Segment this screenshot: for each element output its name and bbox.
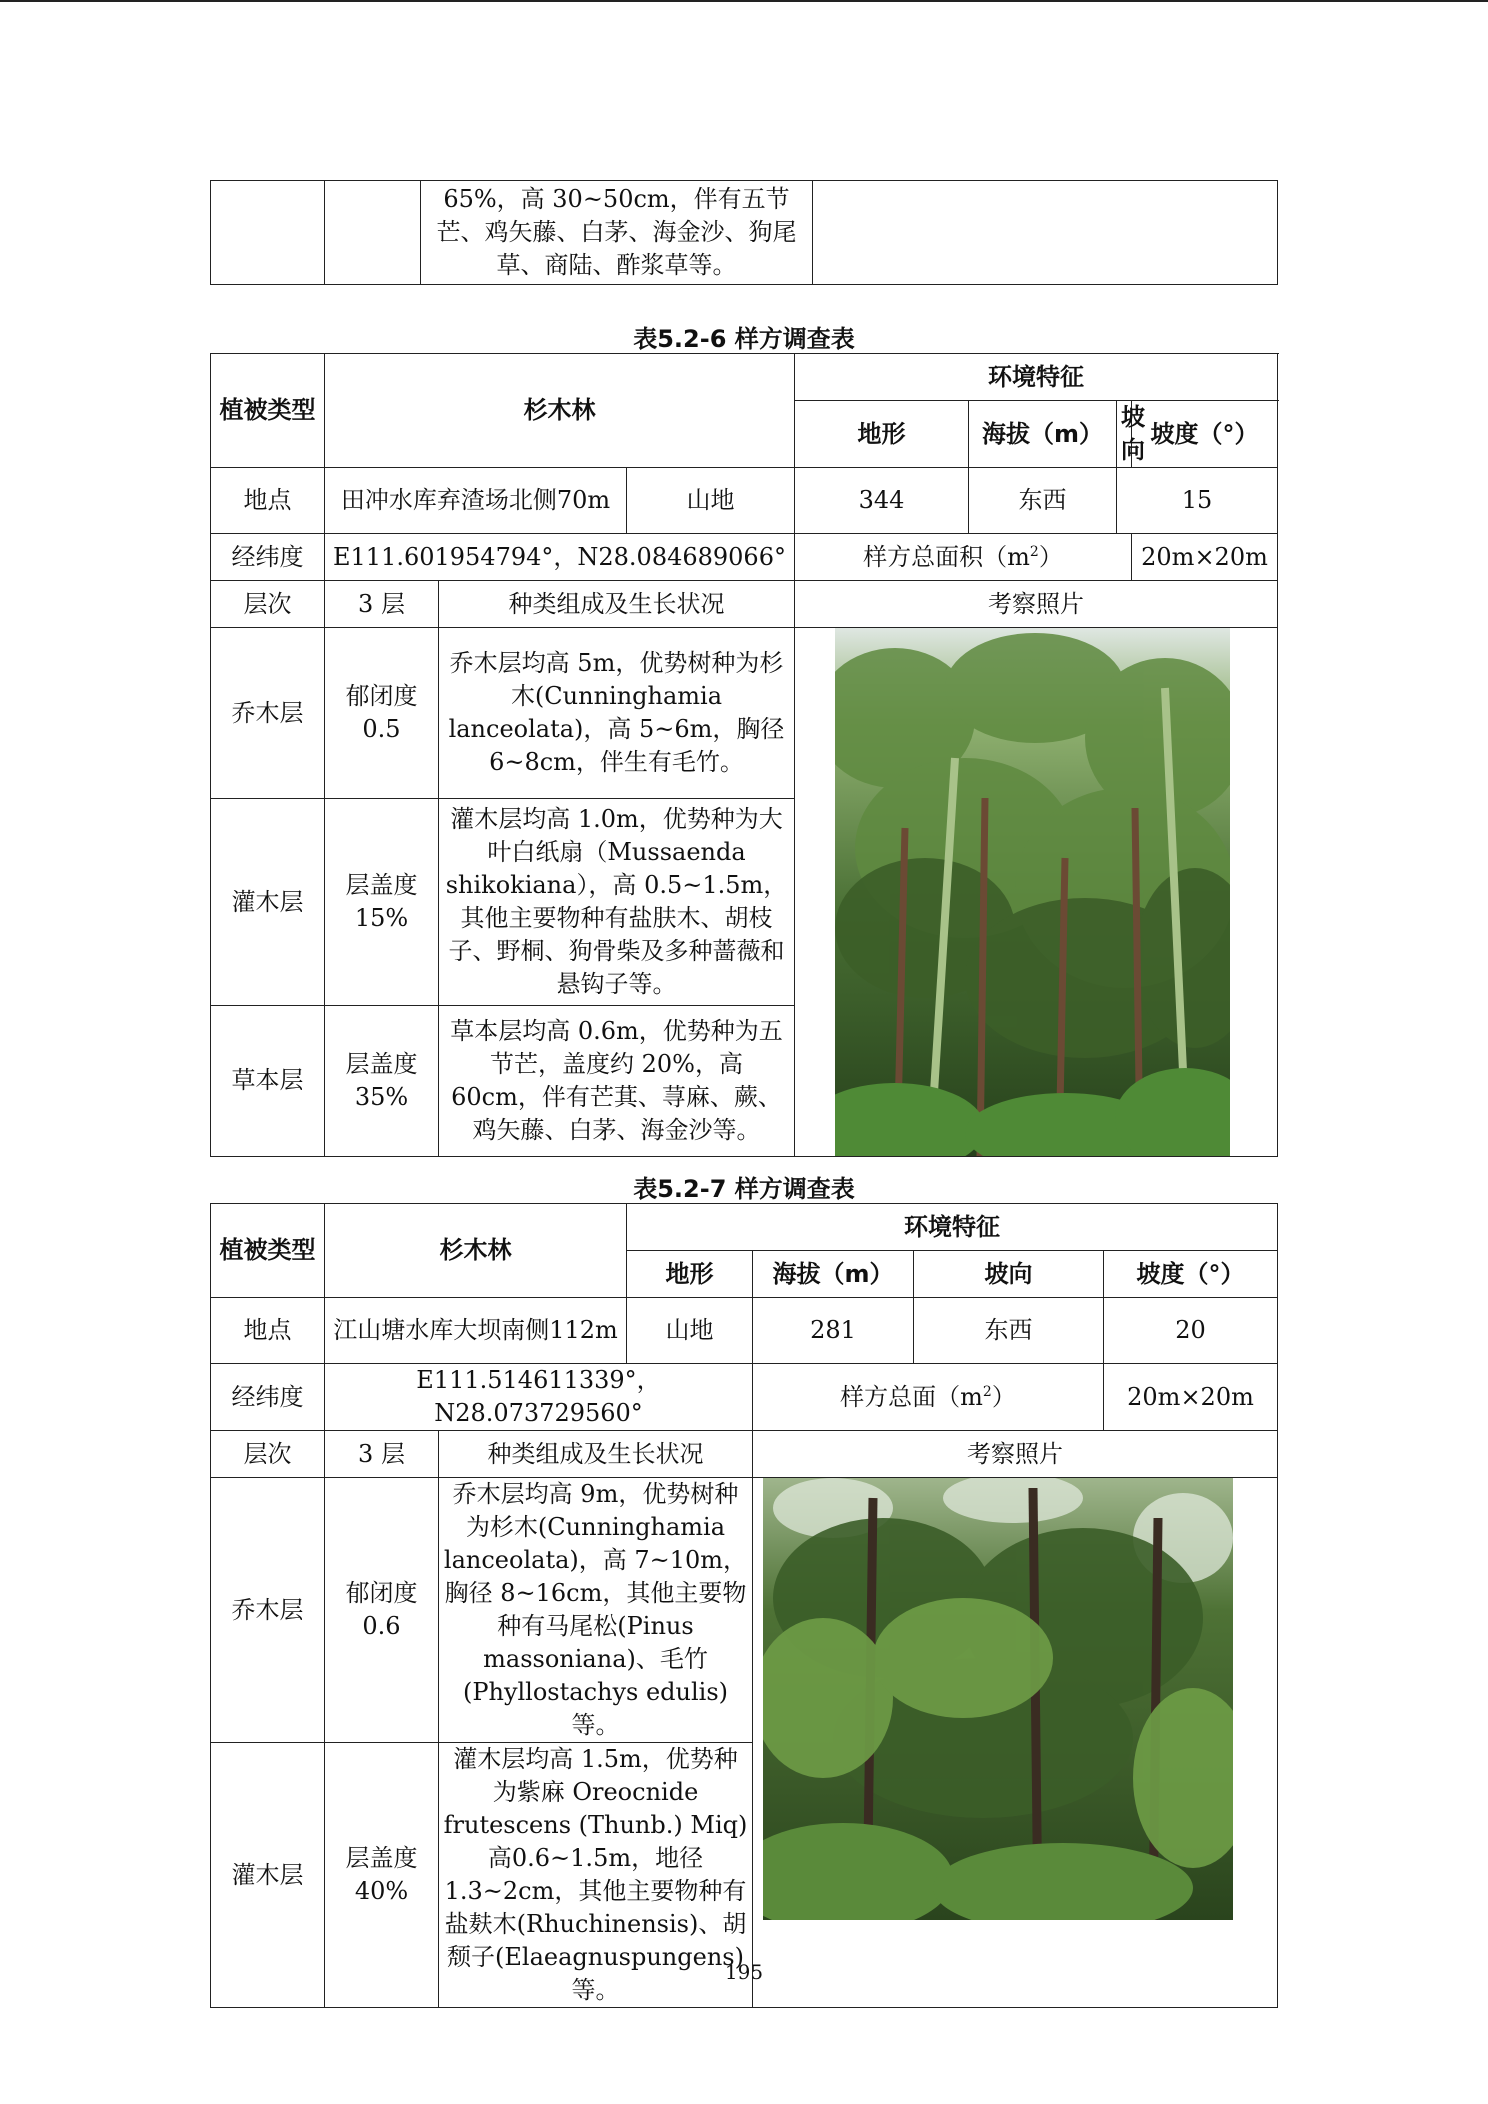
- layers-label: 层次: [211, 581, 325, 628]
- location-value: 田冲水库弃渣场北侧70m: [325, 468, 627, 534]
- veg-type-value: 杉木林: [325, 354, 795, 468]
- coord-label: 经纬度: [211, 534, 325, 581]
- survey-photo-cell: [795, 628, 1278, 1157]
- aspect-label: 坡向: [914, 1251, 1104, 1298]
- location-label: 地点: [211, 468, 325, 534]
- slope-label: 坡度（°）: [1132, 401, 1278, 468]
- layer-description: 乔木层均高 5m，优势树种为杉木(Cunninghamia lanceolata)，高 5~6m，胸径 6~8cm，伴生有毛竹。: [439, 628, 795, 799]
- altitude-label: 海拔（m）: [969, 401, 1117, 468]
- layer-description: 灌木层均高 1.0m，优势种为大叶白纸扇（Mussaenda shikokiana），高 0.5~1.5m，其他主要物种有盐肤木、胡枝子、野桐、狗骨柴及多种蔷薇和悬钩子等。: [439, 799, 795, 1005]
- layer-measure: 层盖度35%: [325, 1005, 439, 1156]
- altitude-value: 281: [753, 1298, 914, 1364]
- photo-label: 考察照片: [753, 1431, 1278, 1478]
- veg-type-value: 杉木林: [325, 1204, 627, 1298]
- layer-measure: 郁闭度0.6: [325, 1478, 439, 1743]
- area-label: 样方总面积$(m^2)$: [795, 534, 1132, 581]
- coord-value: E111.601954794°，N28.084689066°: [325, 534, 795, 581]
- sample-survey-table-7: [210, 1203, 1278, 2008]
- empty-cell: [325, 181, 421, 285]
- aspect-value: 东西: [969, 468, 1117, 534]
- sample-survey-table-6: [210, 353, 1278, 1157]
- layers-value: 3 层: [325, 581, 439, 628]
- slope-value: 15: [1117, 468, 1278, 534]
- composition-label: 种类组成及生长状况: [439, 581, 795, 628]
- aspect-value: 东西: [914, 1298, 1104, 1364]
- photo-label: 考察照片: [795, 581, 1278, 628]
- layer-name: 草本层: [211, 1005, 325, 1156]
- forest-photo-7: [763, 1478, 1233, 1920]
- terrain-label: 地形: [795, 401, 969, 468]
- slope-label: 坡度（°）: [1104, 1251, 1278, 1298]
- area-value: 20m×20m: [1132, 534, 1278, 581]
- veg-type-label: 植被类型: [211, 354, 325, 468]
- coord-label: 经纬度: [211, 1364, 325, 1431]
- layer-name: 乔木层: [211, 1478, 325, 1743]
- layer-name: 灌木层: [211, 799, 325, 1005]
- layer-description: 草本层均高 0.6m，优势种为五节芒，盖度约 20%，高 60cm，伴有芒萁、荨麻、蕨、鸡矢藤、白茅、海金沙等。: [439, 1005, 795, 1156]
- altitude-label: 海拔（m）: [753, 1251, 914, 1298]
- layers-value: 3 层: [325, 1431, 439, 1478]
- altitude-value: 344: [795, 468, 969, 534]
- location-value: 江山塘水库大坝南侧112m: [325, 1298, 627, 1364]
- area-label: 样方总面$(m^2)$: [753, 1364, 1104, 1431]
- env-features-label: 环境特征: [795, 354, 1278, 401]
- veg-type-label: 植被类型: [211, 1204, 325, 1298]
- survey-photo-cell: [753, 1478, 1278, 2008]
- table6-caption: 表5.2-6 样方调查表: [633, 325, 855, 353]
- location-label: 地点: [211, 1298, 325, 1364]
- aspect-label: 坡向: [1117, 401, 1132, 468]
- area-value: 20m×20m: [1104, 1364, 1278, 1431]
- env-features-label: 环境特征: [627, 1204, 1278, 1251]
- forest-photo-6: [835, 628, 1230, 1156]
- empty-cell: [813, 181, 1278, 285]
- terrain-value: 山地: [627, 468, 795, 534]
- layer-measure: 层盖度15%: [325, 799, 439, 1005]
- layer-description: 灌木层均高 1.5m，优势种为紫麻 Oreocnide frutescens (Thunb.) Miq)高0.6~1.5m，地径 1.3~2cm，其他主要物种有盐麸木(Rhuchinensis)、胡颓子(Elaeagnuspungens)等。: [439, 1743, 753, 2008]
- layer-name: 乔木层: [211, 628, 325, 799]
- composition-label: 种类组成及生长状况: [439, 1431, 753, 1478]
- terrain-value: 山地: [627, 1298, 753, 1364]
- continued-description: 65%，高 30~50cm，伴有五节芒、鸡矢藤、白茅、海金沙、狗尾草、商陆、酢浆草等。: [421, 181, 813, 285]
- continuation-table: [210, 180, 1278, 285]
- layer-name: 灌木层: [211, 1743, 325, 2008]
- layer-description: 乔木层均高 9m，优势树种为杉木(Cunninghamia lanceolata)，高 7~10m，胸径 8~16cm，其他主要物种有马尾松(Pinus massoniana)、毛竹(Phyllostachys edulis)等。: [439, 1478, 753, 1743]
- table7-caption: 表5.2-7 样方调查表: [633, 1175, 855, 1203]
- page-number: 195: [724, 1960, 764, 1984]
- terrain-label: 地形: [627, 1251, 753, 1298]
- slope-value: 20: [1104, 1298, 1278, 1364]
- layer-measure: 层盖度40%: [325, 1743, 439, 2008]
- layer-measure: 郁闭度0.5: [325, 628, 439, 799]
- page-top-rule: [0, 0, 1488, 2]
- coord-value: E111.514611339°，N28.073729560°: [325, 1364, 753, 1431]
- empty-cell: [211, 181, 325, 285]
- layers-label: 层次: [211, 1431, 325, 1478]
